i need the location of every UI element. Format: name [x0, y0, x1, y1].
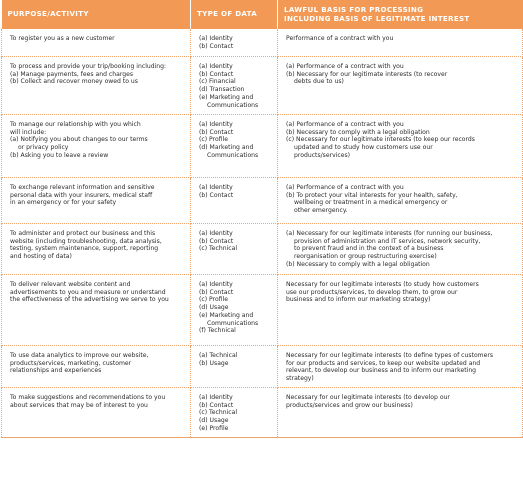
data-type-cell — [191, 29, 278, 57]
cell-line: Performance of a contract with you — [286, 35, 394, 42]
cell-line: (a) Performance of a contract with you — [286, 184, 404, 191]
data-type-cell — [191, 178, 278, 224]
cell-line: (c) Necessary for our legitimate interests (to keep our records — [286, 136, 475, 144]
cell-line: (b) Collect and recover money owed to us — [10, 78, 138, 86]
cell-line: To process and provide your trip/booking including: — [10, 63, 167, 70]
cell-line: To manage our relationship with you which — [10, 121, 141, 128]
cell-line: testing, system maintenance, support, reporting — [10, 245, 159, 253]
header-row — [2, 0, 523, 29]
cell-line: (f) Technical — [199, 327, 236, 335]
cell-line: wellbeing or treatment in a medical emergency or — [294, 199, 448, 207]
lawful-basis-cell — [278, 388, 523, 438]
lawful-basis-cell — [278, 178, 523, 224]
data-type-cell — [191, 57, 278, 115]
cell-line: (b) Usage — [199, 359, 229, 367]
header-lawful-basis — [278, 0, 523, 29]
cell-line: (b) Contact — [199, 401, 234, 409]
cell-line: other emergency. — [294, 207, 348, 215]
cell-line: (b) Contact — [199, 42, 234, 50]
table-row — [2, 29, 523, 57]
cell-line: (d) Marketing and — [199, 144, 254, 152]
cell-line: (c) Profile — [199, 136, 228, 144]
cell-line: (c) Financial — [199, 78, 236, 86]
cell-line: (b) Contact — [199, 237, 234, 245]
cell-line: Necessary for our legitimate interests (to define types of customers — [286, 352, 494, 359]
cell-line: (a) Necessary for our legitimate interests (for running our business, — [286, 230, 493, 237]
cell-line: Communications — [207, 151, 259, 159]
data-type-cell — [191, 346, 278, 388]
data-type-cell — [191, 224, 278, 275]
activity-cell — [2, 115, 191, 178]
cell-line: (a) Identity — [199, 121, 233, 128]
cell-line: To use data analytics to improve our website, — [10, 352, 149, 359]
cell-line: reorganisation or group restructuring exercise) — [294, 253, 437, 261]
cell-line: to prevent fraud and in the context of a business — [294, 245, 444, 253]
table-body — [2, 29, 523, 437]
cell-line: (a) Technical — [199, 352, 238, 359]
cell-line: relevant, to develop our business and to inform our marketing — [286, 367, 477, 375]
cell-line: products/services, marketing, customer — [10, 359, 132, 367]
cell-line: (b) Contact — [199, 288, 234, 296]
data-type-cell — [191, 388, 278, 438]
cell-line: (b) Necessary to comply with a legal obligation — [286, 128, 430, 136]
cell-line: products/services and grow our business) — [286, 401, 413, 409]
table-row — [2, 57, 523, 115]
cell-line: Communications — [207, 319, 259, 327]
cell-line: advertisements to you and measure or understand — [10, 288, 166, 296]
cell-line: (c) Profile — [199, 296, 228, 304]
cell-line: and hosting of data) — [10, 253, 72, 261]
table-row — [2, 275, 523, 346]
cell-line: updated and to study how customers use our — [294, 144, 433, 152]
lawful-basis-cell — [278, 115, 523, 178]
header-purpose-activity: PURPOSE/ACTIVITY — [2, 0, 191, 29]
lawful-basis-cell — [278, 275, 523, 346]
cell-line: business and to inform our marketing strategy) — [286, 296, 431, 304]
cell-line: (a) Manage payments, fees and charges — [10, 70, 134, 78]
cell-line: website (including troubleshooting, data analysis, — [10, 237, 162, 245]
cell-line: (a) Identity — [199, 63, 233, 70]
cell-line: Necessary for our legitimate interests (to study how customers — [286, 281, 479, 288]
cell-line: personal data with your insurers, medical staff — [10, 191, 153, 199]
cell-line: will include: — [10, 128, 47, 136]
cell-line: for our products and services, to keep our website updated and — [286, 359, 481, 367]
cell-line: use our products/services, to develop them, to grow our — [286, 288, 458, 296]
cell-line: the effectiveness of the advertising we serve to you — [10, 296, 169, 304]
lawful-basis-cell — [278, 57, 523, 115]
cell-line: (d) Usage — [199, 304, 229, 312]
cell-line: To register you as a new customer — [10, 35, 115, 42]
cell-line: (a) Identity — [199, 230, 233, 237]
cell-line: (a) Notifying you about changes to our terms — [10, 136, 148, 144]
cell-line: provision of administration and IT services, network security, — [294, 237, 481, 245]
activity-cell — [2, 29, 191, 57]
cell-line: (b) Contact — [199, 191, 234, 199]
table-row — [2, 388, 523, 438]
table-row — [2, 115, 523, 178]
cell-line: (e) Marketing and — [199, 311, 254, 319]
activity-cell — [2, 388, 191, 438]
cell-line: (b) Necessary to comply with a legal obligation — [286, 260, 430, 268]
lawful-basis-cell — [278, 29, 523, 57]
lawful-basis-cell — [278, 346, 523, 388]
header-lawful-basis-line1: LAWFUL BASIS FOR PROCESSING — [284, 4, 424, 14]
cell-line: (c) Technical — [199, 245, 238, 253]
cell-line: To exchange relevant information and sensitive — [10, 184, 155, 191]
cell-line: (a) Identity — [199, 35, 233, 42]
cell-line: products/services) — [294, 151, 351, 159]
cell-line: (b) To protect your vital interests for your health, safety, — [286, 191, 458, 199]
cell-line: (d) Transaction — [199, 86, 245, 94]
cell-line: (a) Performance of a contract with you — [286, 63, 404, 70]
lawful-basis-cell — [278, 224, 523, 275]
cell-line: (a) Identity — [199, 394, 233, 401]
cell-line: (b) Necessary for our legitimate interests (to recover — [286, 70, 448, 78]
cell-line: To administer and protect our business and this — [10, 230, 156, 237]
cell-line: about services that may be of interest to you — [10, 401, 148, 409]
cell-line: (c) Technical — [199, 409, 238, 417]
cell-line: (d) Usage — [199, 417, 229, 425]
activity-cell — [2, 224, 191, 275]
activity-cell — [2, 57, 191, 115]
data-type-cell — [191, 275, 278, 346]
cell-line: To deliver relevant website content and — [10, 281, 131, 288]
cell-line: (a) Performance of a contract with you — [286, 121, 404, 128]
cell-line: Communications — [207, 101, 259, 109]
table-header — [2, 0, 523, 29]
lawful-basis-table — [1, 0, 523, 438]
activity-cell — [2, 275, 191, 346]
activity-cell — [2, 346, 191, 388]
cell-line: (a) Identity — [199, 184, 233, 191]
header-type-of-data: TYPE OF DATA — [191, 0, 278, 29]
table-row — [2, 346, 523, 388]
cell-line: (b) Contact — [199, 128, 234, 136]
activity-cell — [2, 178, 191, 224]
cell-line: strategy) — [286, 375, 314, 383]
table-row — [2, 224, 523, 275]
data-type-cell — [191, 115, 278, 178]
cell-line: debts due to us) — [294, 78, 344, 86]
cell-line: Necessary for our legitimate interests (to develop our — [286, 394, 450, 401]
cell-line: relationships and experiences — [10, 367, 102, 375]
header-lawful-basis-line2: INCLUDING BASIS OF LEGITIMATE INTEREST — [284, 13, 470, 23]
cell-line: (e) Marketing and — [199, 93, 254, 101]
table-row — [2, 178, 523, 224]
cell-line: (b) Contact — [199, 70, 234, 78]
cell-line: To make suggestions and recommendations to you — [10, 394, 166, 401]
cell-line: in an emergency or for your safety — [10, 199, 117, 207]
cell-line: or privacy policy — [18, 144, 69, 152]
cell-line: (b) Asking you to leave a review — [10, 151, 109, 159]
cell-line: (e) Profile — [199, 424, 229, 432]
cell-line: (a) Identity — [199, 281, 233, 288]
